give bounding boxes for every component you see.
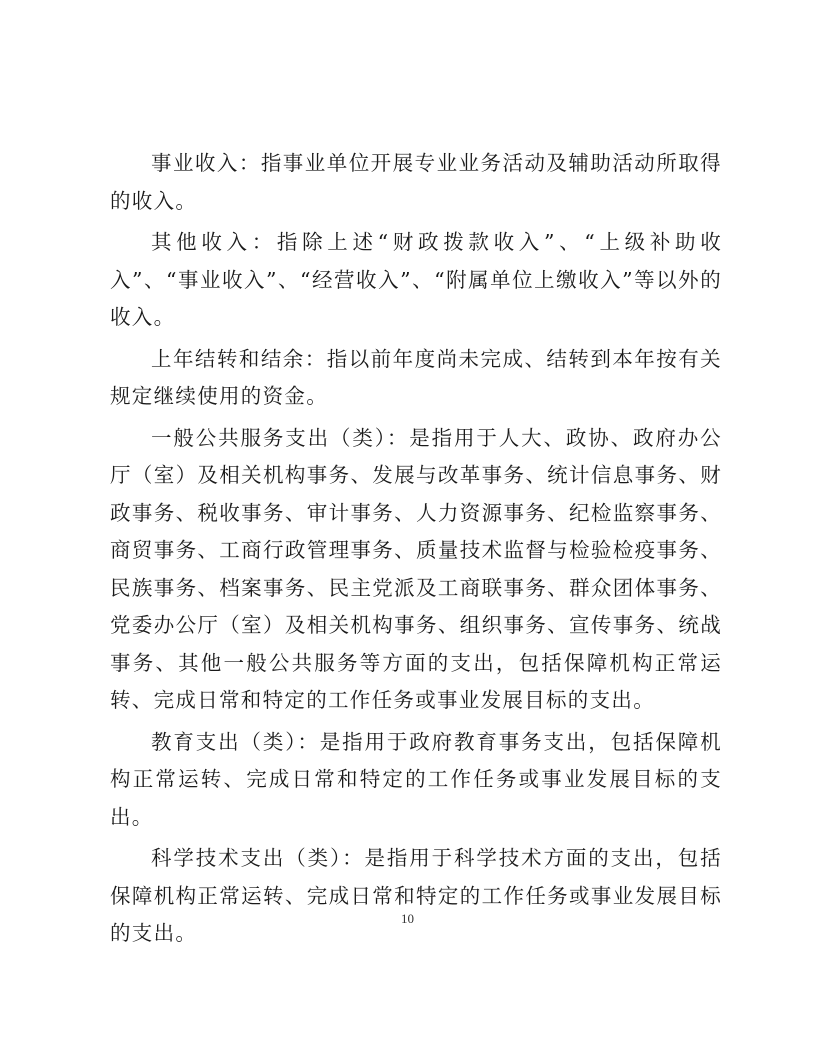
paragraph-carryover-balance: 上年结转和结余：指以前年度尚未完成、结转到本年按有关规定继续使用的资金。 [110, 346, 722, 408]
paragraph-general-public-services: 一般公共服务支出（类）：是指用于人大、政协、政府办公厅（室）及相关机构事务、发展与改革事务、统计信息事务、财政事务、税收事务、审计事务、人力资源事务、纪检监察事务、商贸事务、工商行政管理事务、质量技术监督与检验检疫事务、民族事务、档案事务、民主党派及工商联事务、群众团体事务、党委办公厅（室）及相关机构事务、组织事务、宣传事务、统战事务、其他一般公共服务等方面的支出，包括保障机构正常运转、完成日常和特定的工作任务或事业发展目标的支出。 [110, 425, 722, 712]
paragraph-business-income: 事业收入：指事业单位开展专业业务活动及辅助活动所取得的收入。 [110, 151, 722, 213]
paragraph-science-technology-expenditure: 科学技术支出（类）：是指用于科学技术方面的支出，包括保障机构正常运转、完成日常和特定的工作任务或事业发展目标的支出。 [110, 846, 722, 945]
paragraph-education-expenditure: 教育支出（类）：是指用于政府教育事务支出，包括保障机构正常运转、完成日常和特定的工作任务或事业发展目标的支出。 [110, 729, 722, 829]
page-number: 10 [401, 911, 414, 926]
paragraph-other-income: 其他收入：指除上述“财政拨款收入”、“上级补助收入”、“事业收入”、“经营收入”、“附属单位上缴收入”等以外的收入。 [110, 230, 722, 329]
document-body [110, 145, 722, 957]
